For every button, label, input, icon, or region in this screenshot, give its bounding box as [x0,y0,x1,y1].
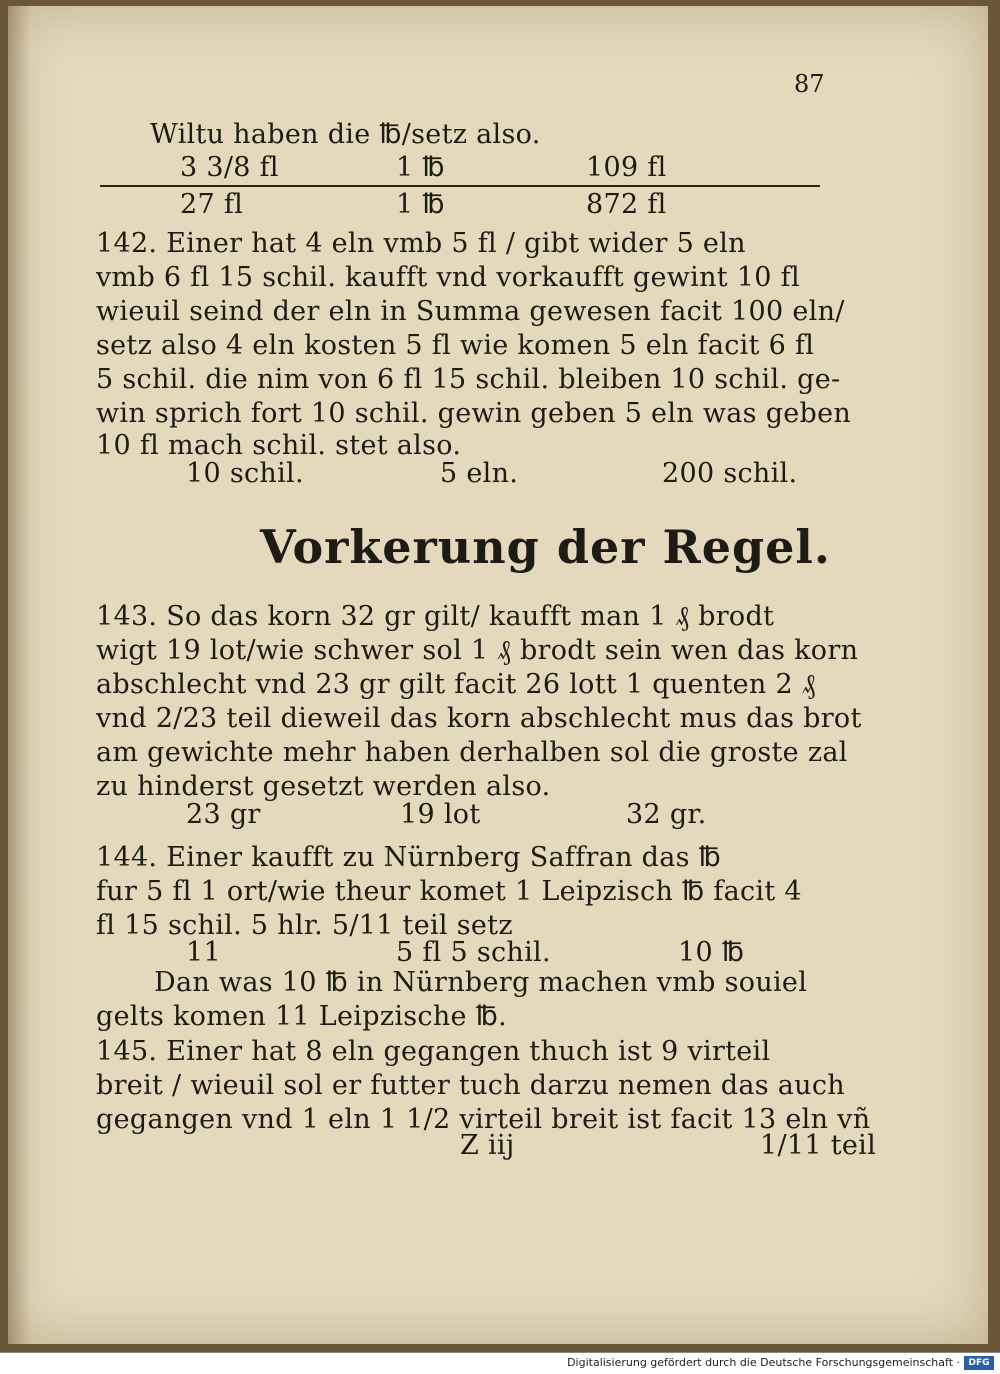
table-cell: 109 fl [586,152,667,183]
proportion-term: 10 schil. [186,458,304,489]
text-line: breit / wieuil sol er futter tuch darzu nemen das auch [96,1070,845,1101]
proportion-term: 5 fl 5 schil. [396,937,551,968]
table-cell: 1 ℔ [396,189,445,220]
text-line: 144. Einer kaufft zu Nürnberg Saffran das ℔ [96,842,722,873]
proportion-term: 200 schil. [662,458,798,489]
dfg-logo-icon: DFG [964,1356,994,1370]
proportion-term: 19 lot [400,799,481,830]
table-cell: 3 3/8 fl [180,152,279,183]
text-line: abschlecht vnd 23 gr gilt facit 26 lott 1 quenten 2 ₰ [96,669,816,700]
footer-bar [0,1352,1000,1374]
book-page [8,6,988,1344]
text-line: 142. Einer hat 4 eln vmb 5 fl / gibt wider 5 eln [96,228,746,259]
proportion-term: 23 gr [186,799,261,830]
proportion-term: 11 [186,937,221,968]
table-cell: 872 fl [586,189,667,220]
catchword: 1/11 teil [760,1130,877,1161]
text-line: wigt 19 lot/wie schwer sol 1 ₰ brodt sein wen das korn [96,635,859,666]
folio-number: 87 [794,70,825,98]
text-line: 145. Einer hat 8 eln gegangen thuch ist 9 virteil [96,1036,771,1067]
text-line: wieuil seind der eln in Summa gewesen facit 100 eln/ [96,296,845,327]
text-line: 5 schil. die nim von 6 fl 15 schil. bleiben 10 schil. ge- [96,364,841,395]
text-line: vmb 6 fl 15 schil. kaufft vnd vorkaufft gewint 10 fl [96,262,800,293]
table-cell: 27 fl [180,189,244,220]
section-heading: Vorkerung der Regel. [260,520,831,574]
proportion-term: 5 eln. [440,458,519,489]
signature-mark: Z iij [460,1130,515,1161]
text-line: vnd 2/23 teil dieweil das korn abschlecht mus das brot [96,703,862,734]
footer-credit: Digitalisierung gefördert durch die Deutsche Forschungsgemeinschaft · [567,1356,960,1369]
table-cell: 1 ℔ [396,152,445,183]
page-gutter-shadow [8,6,30,1344]
text-line: win sprich fort 10 schil. gewin geben 5 eln was geben [96,398,852,429]
text-line: Wiltu haben die ℔/setz also. [150,119,541,150]
text-line: gelts komen 11 Leipzische ℔. [96,1001,507,1032]
text-line: fur 5 fl 1 ort/wie theur komet 1 Leipzisch ℔ facit 4 [96,876,802,907]
text-line: fl 15 schil. 5 hlr. 5/11 teil setz [96,910,513,941]
text-line: am gewichte mehr haben derhalben sol die groste zal [96,737,848,768]
proportion-term: 10 ℔ [678,937,745,968]
text-line: gegangen vnd 1 eln 1 1/2 virteil breit ist facit 13 eln vñ [96,1104,871,1135]
table-rule [100,185,820,187]
text-line: 143. So das korn 32 gr gilt/ kaufft man 1 ₰ brodt [96,601,775,632]
text-line: setz also 4 eln kosten 5 fl wie komen 5 eln facit 6 fl [96,330,815,361]
text-line: Dan was 10 ℔ in Nürnberg machen vmb souiel [154,967,808,998]
proportion-term: 32 gr. [626,799,707,830]
text-line: 10 fl mach schil. stet also. [96,430,462,461]
text-line: zu hinderst gesetzt werden also. [96,771,551,802]
